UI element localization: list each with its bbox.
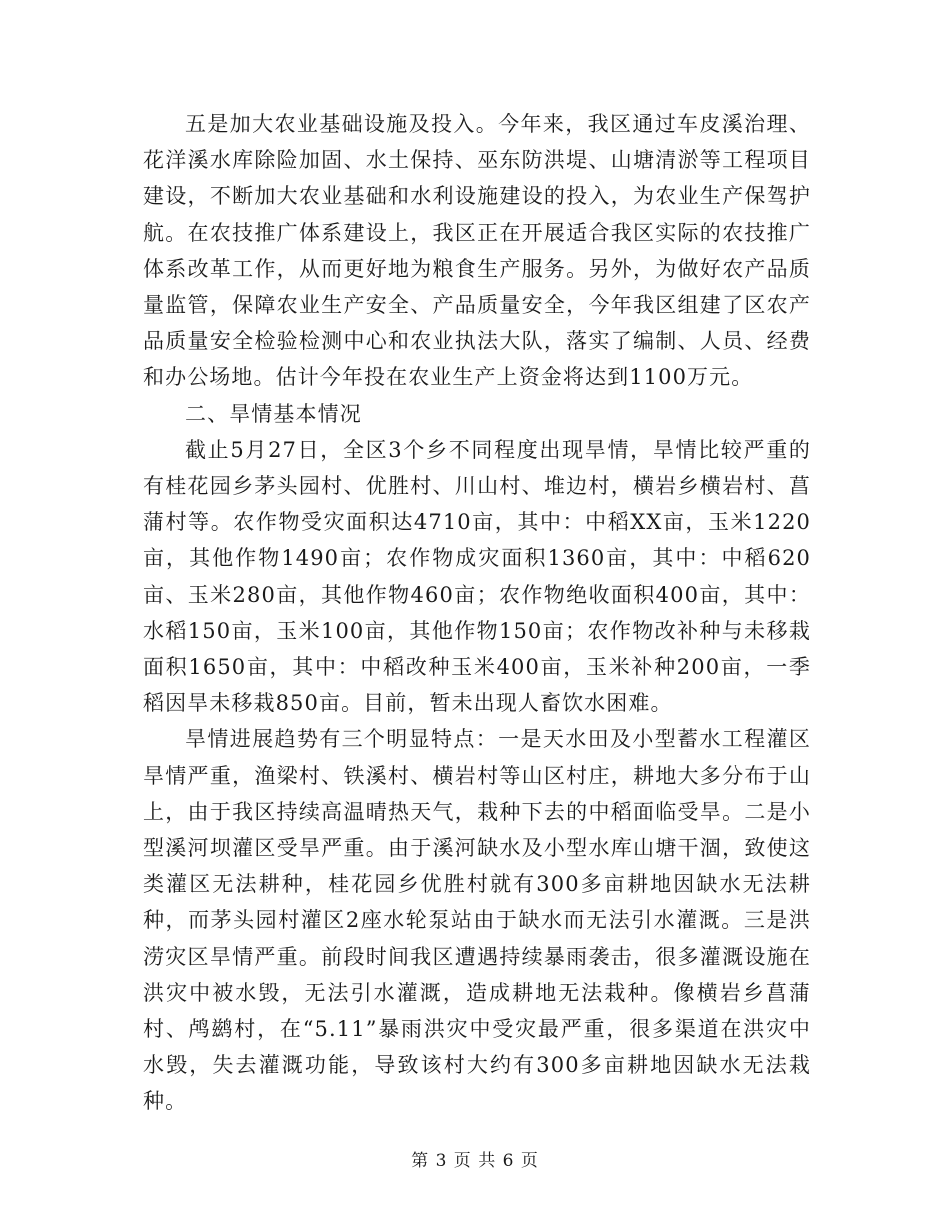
page-number-footer: 第 3 页 共 6 页 [411, 1151, 539, 1171]
section-heading-drought: 二、旱情基本情况 [185, 401, 362, 426]
paragraph-drought-statistics: 截止5月27日，全区3个乡不同程度出现旱情，旱情比较严重的有桂花园乡茅头园村、优胜村、川山村、堆边村，横岩乡横岩村、菖蒲村等。农作物受灾面积达4710亩，其中：中稻XX亩，玉米1220亩，其他作物1490亩；农作物成灾面积1360亩，其中：中稻620亩、玉米280亩，其他作物460亩；农作物绝收面积400亩，其中：水稻150亩，玉米100亩，其他作物150亩；农作物改补种与未移栽面积1650亩，其中：中稻改种玉米400亩，玉米补种200亩，一季稻因旱未移栽850亩。目前，暂未出现人畜饮水困难。 [143, 437, 811, 716]
document-body [143, 106, 811, 1120]
paragraph-agriculture-investment: 五是加大农业基础设施及投入。今年来，我区通过车皮溪治理、花洋溪水库除险加固、水土保持、巫东防洪堤、山塘清淤等工程项目建设，不断加大农业基础和水利设施建设的投入，为农业生产保驾护航。在农技推广体系建设上，我区正在开展适合我区实际的农技推广体系改革工作，从而更好地为粮食生产服务。另外，为做好农产品质量监管，保障农业生产安全、产品质量安全，今年我区组建了区农产品质量安全检验检测中心和农业执法大队，落实了编制、人员、经费和办公场地。估计今年投在农业生产上资金将达到1100万元。 [143, 112, 811, 390]
paragraph-drought-trends: 旱情进展趋势有三个明显特点：一是天水田及小型蓄水工程灌区旱情严重，渔梁村、铁溪村、横岩村等山区村庄，耕地大多分布于山上，由于我区持续高温晴热天气，栽种下去的中稻面临受旱。二是小型溪河坝灌区受旱严重。由于溪河缺水及小型水库山塘干涸，致使这类灌区无法耕种，桂花园乡优胜村就有300多亩耕地因缺水无法耕种，而茅头园村灌区2座水轮泵站由于缺水而无法引水灌溉。三是洪涝灾区旱情严重。前段时间我区遭遇持续暴雨袭击，很多灌溉设施在洪灾中被水毁，无法引水灌溉，造成耕地无法栽种。像横岩乡菖蒲村、鸬鹚村，在“5.11”暴雨洪灾中受灾最严重，很多渠道在洪灾中水毁，失去灌溉功能，导致该村大约有300多亩耕地因缺水无法栽种。 [143, 727, 811, 1114]
